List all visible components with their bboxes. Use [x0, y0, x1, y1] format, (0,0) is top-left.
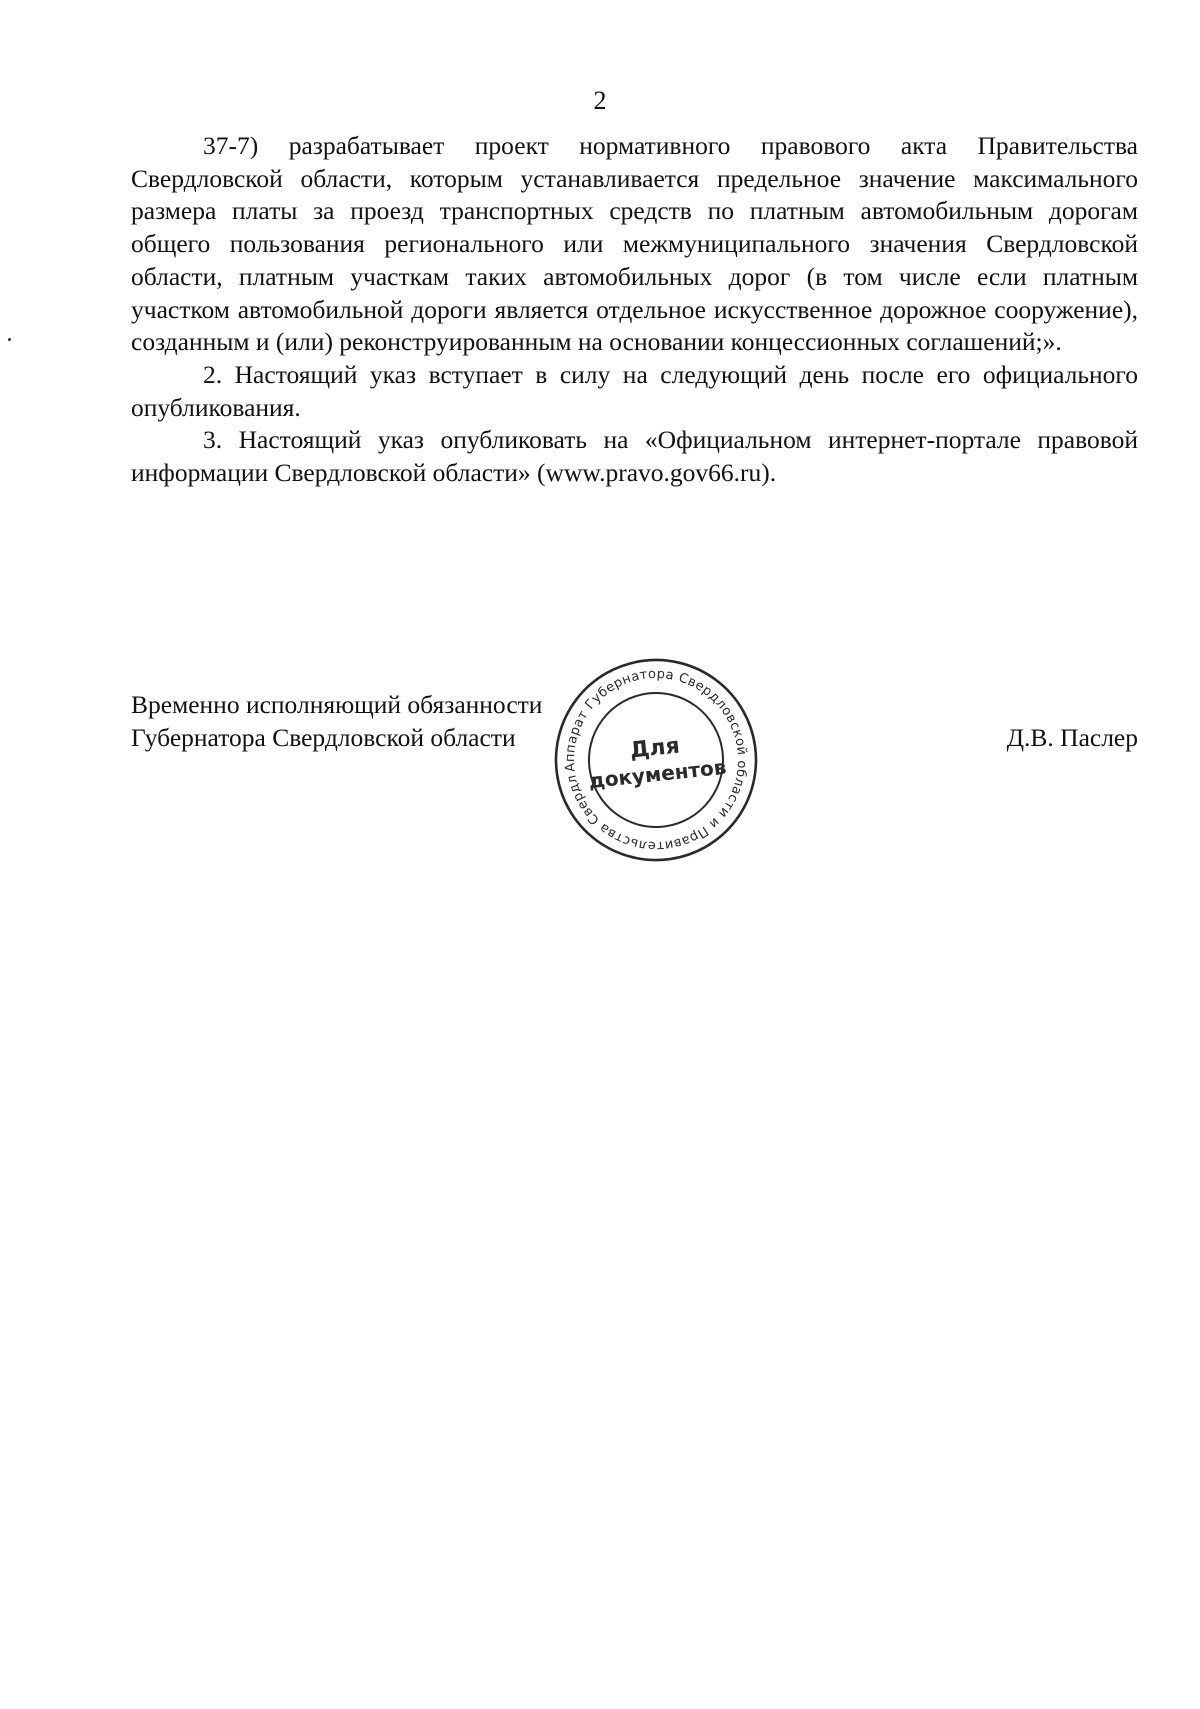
paragraph-37-7: 37-7) разрабатывает проект нормативного правового акта Правительства Свердловской области, которым устанавливается предельное значение максимального размера платы за проезд транспортных средств по платным автомобильным дорогам общего пользования регионального или межмуниципального значения Свердловской области, платным участкам таких автомобильных дорог (в том числе если платным участком автомобильной дороги является отдельное искусственное дорожное сооружение), созданным и (или) реконструированным на основании концессионных соглашений;». [131, 131, 1138, 357]
official-stamp [551, 655, 761, 865]
stamp-ring-text: Аппарат Губернатора Свердловской области и Правительства Свердловской [562, 666, 750, 854]
document-body [131, 130, 1138, 490]
stamp-center-line2: документов [587, 754, 728, 794]
page-number: 2 [593, 86, 607, 115]
paragraph-2-entry-into-force: 2. Настоящий указ вступает в силу на следующий день после его официального опубликования. [131, 359, 1138, 422]
paragraph-3-publication: 3. Настоящий указ опубликовать на «Официальном интернет-портале правовой информации Свердловской области» (www.pravo.gov66.ru). [131, 425, 1138, 488]
signer-title-line2: Губернатора Свердловской области [131, 723, 516, 752]
signer-name: Д.В. Паслер [1006, 723, 1138, 752]
scan-artifact-dot [8, 338, 11, 341]
stamp-center-line1: Для [628, 733, 681, 764]
signer-title-line1: Временно исполняющий обязанности [131, 690, 543, 719]
